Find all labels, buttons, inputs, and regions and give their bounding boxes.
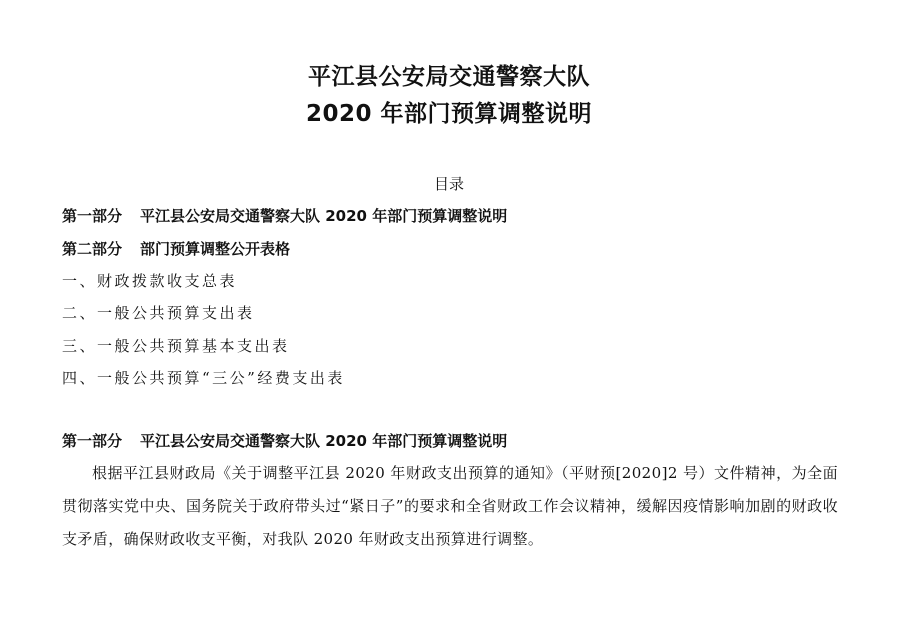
toc-part-2-text: 部门预算调整公开表格 <box>140 240 291 258</box>
toc-part-1 <box>62 205 507 227</box>
document-title-line-2: 2020 年部门预算调整说明 <box>305 101 593 127</box>
section-1-paragraph: 根据平江县财政局《关于调整平江县 2020 年财政支出预算的通知》（平财预[2020]2 号）文件精神，为全面贯彻落实党中央、国务院关于政府带头过“紧日子”的要求和全省财政工作会议精神，缓解因疫情影响加剧的财政收支矛盾，确保财政收支平衡，对我队 2020 年财政支出预算进行调整。 <box>62 464 838 548</box>
section-1-title: 平江县公安局交通警察大队 2020 年部门预算调整说明 <box>140 432 508 450</box>
section-1-label: 第一部分 <box>62 432 123 450</box>
toc-item-3: 三、一般公共预算基本支出表 <box>62 337 290 355</box>
document-title-line-1: 平江县公安局交通警察大队 <box>308 64 590 90</box>
section-1-heading <box>62 430 507 452</box>
toc-item-4: 四、一般公共预算“三公”经费支出表 <box>62 369 345 387</box>
toc-part-1-label: 第一部分 <box>62 207 123 225</box>
toc-heading: 目录 <box>433 175 464 193</box>
toc-item-1: 一、财政拨款收支总表 <box>62 272 238 290</box>
toc-part-1-text: 平江县公安局交通警察大队 2020 年部门预算调整说明 <box>140 207 508 225</box>
toc-part-2 <box>62 238 290 260</box>
toc-item-2: 二、一般公共预算支出表 <box>62 304 255 322</box>
toc-part-2-label: 第二部分 <box>62 240 123 258</box>
